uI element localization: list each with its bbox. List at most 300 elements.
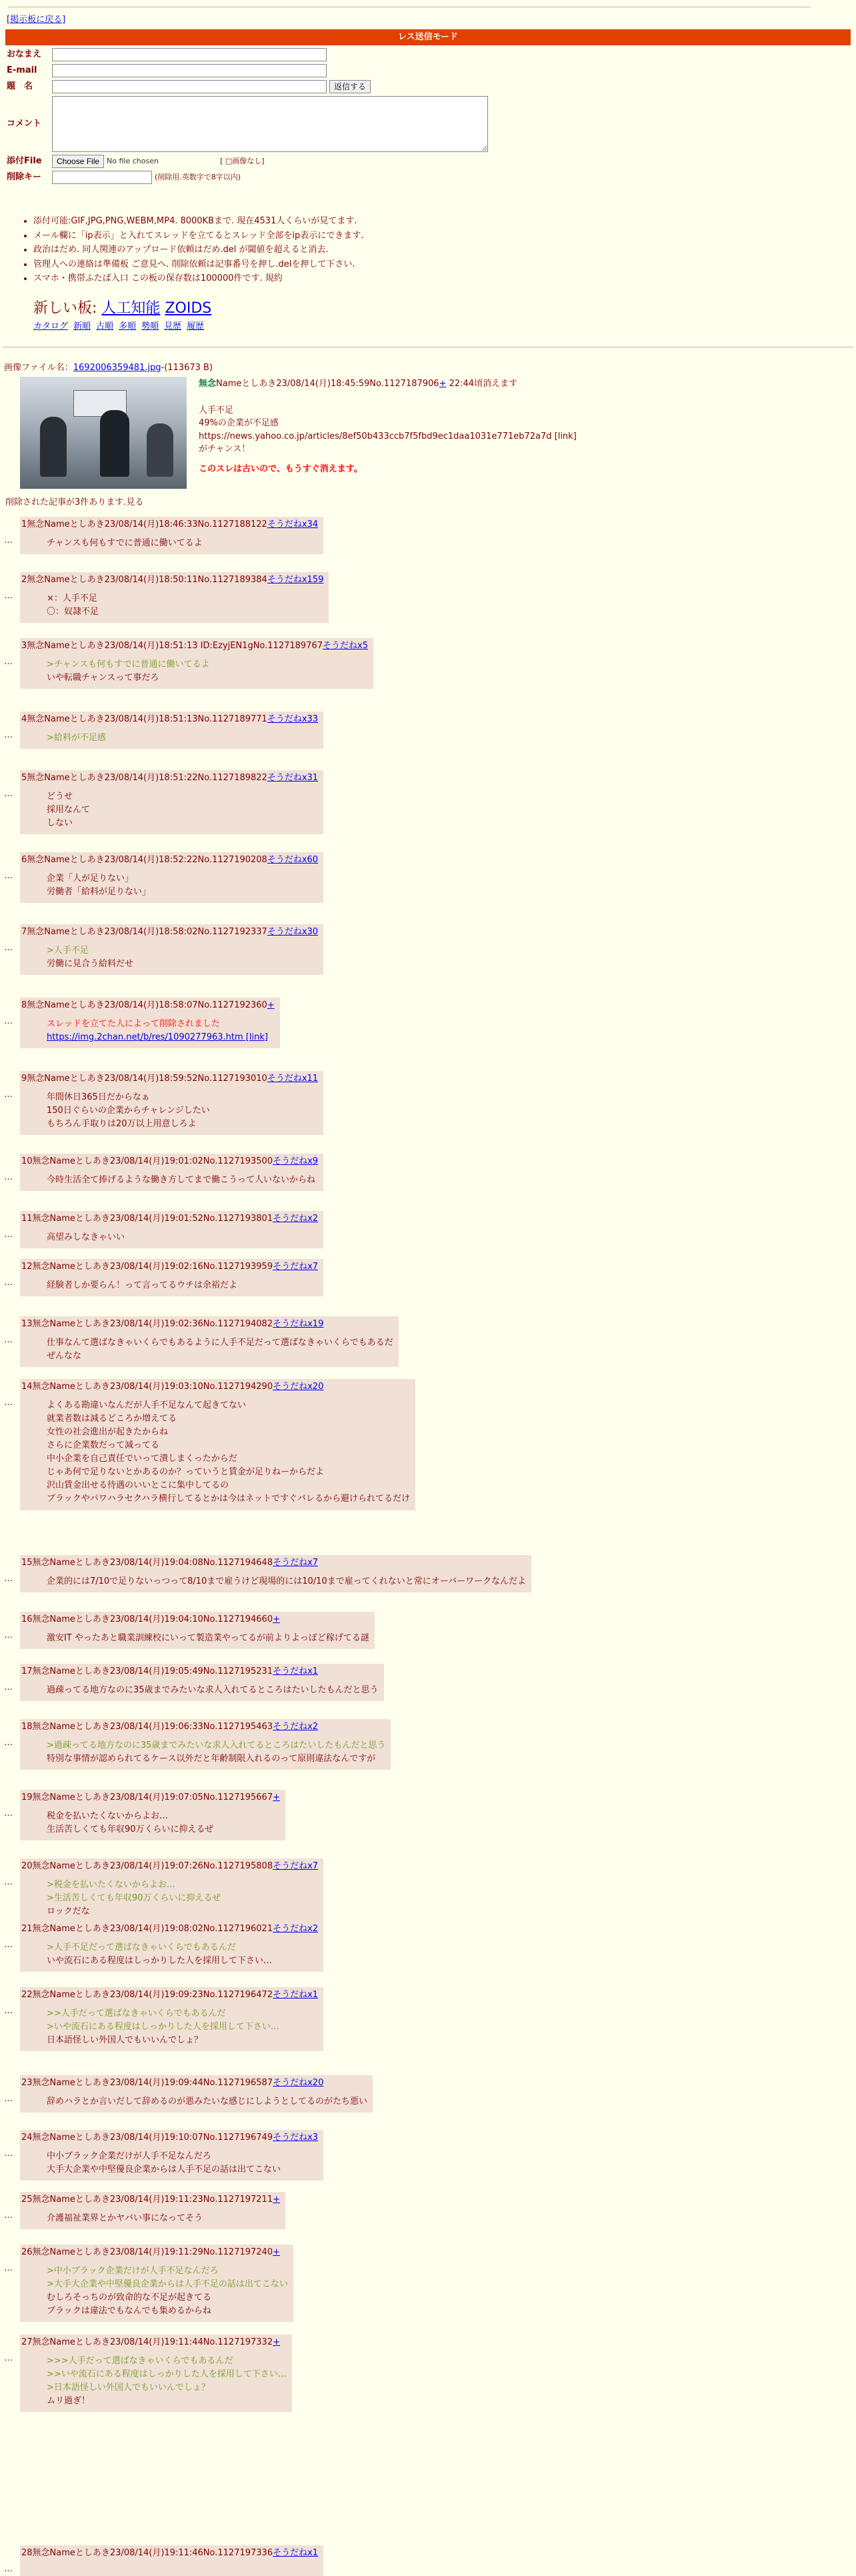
email-input[interactable] — [52, 64, 327, 77]
quote-line: >中小ブラック企業だけが人手不足なんだろ — [47, 2265, 219, 2276]
reply-line: よくある勘違いなんだが人手不足なんて起きてない — [47, 1400, 247, 1410]
reply-body — [47, 1336, 393, 1363]
reply-box — [20, 770, 323, 834]
no-image-checkbox[interactable]: [ □画像なし] — [220, 156, 265, 165]
sodane-button[interactable]: そうだねx7 — [273, 1262, 319, 1272]
file-label: 添付File — [7, 156, 42, 167]
reply-indent: … — [4, 1172, 13, 1182]
reply-meta: 9無念Nameとしあき23/08/14(月)18:59:52No.1127193010 — [21, 1074, 267, 1084]
reply-post — [4, 1719, 391, 1770]
reply-box — [20, 1921, 323, 1972]
reply-post — [4, 1921, 323, 1972]
reply-meta: 25無念Nameとしあき23/08/14(月)19:11:23No.1127197211 — [21, 2195, 273, 2205]
sodane-button[interactable]: そうだねx159 — [267, 575, 324, 585]
sodane-button[interactable]: そうだねx31 — [267, 773, 319, 783]
sodane-button[interactable]: そうだねx30 — [267, 927, 319, 937]
reply-body — [47, 2212, 280, 2225]
reply-meta: 15無念Nameとしあき23/08/14(月)19:04:08No.1127194648 — [21, 1558, 273, 1568]
reply-line: 労働者「給料が足りない」 — [47, 886, 151, 897]
comment-textarea[interactable] — [52, 96, 488, 152]
reply-indent: … — [4, 730, 13, 740]
reply-line: 税金を払いたくないからよお… — [47, 1810, 169, 1821]
quote-line: >いや流石にある程度はしっかりした人を採用して下さい… — [47, 2021, 279, 2032]
reply-header — [21, 772, 318, 785]
reply-line: チャンスも何もすでに普通に働いてるよ — [47, 537, 203, 548]
reply-body — [47, 1174, 318, 1187]
many-order-link[interactable]: 多順 — [119, 321, 137, 331]
reply-post — [4, 2245, 293, 2322]
reply-meta: 2無念Nameとしあき23/08/14(月)18:50:11No.1127189384 — [21, 575, 267, 585]
reply-meta: 23無念Nameとしあき23/08/14(月)19:09:44No.1127196587 — [21, 2078, 273, 2088]
reply-line: どうせ — [47, 791, 73, 802]
quote-line: >税金を払いたくないからよお… — [47, 1879, 175, 1890]
reply-box — [20, 1379, 415, 1510]
reply-line: 年間休日365日だからなぁ — [47, 1092, 150, 1102]
reply-post — [4, 2335, 292, 2412]
sodane-button[interactable]: + — [273, 1792, 281, 1802]
reply-header — [21, 1072, 318, 1086]
reply-body — [47, 1279, 318, 1292]
quote-line: >過疎ってる地方なのに35歳までみたいな求人入れてるところはたいしたもんだと思う — [47, 1740, 386, 1750]
reply-line: しない — [47, 818, 73, 828]
reply-indent: … — [4, 2211, 13, 2221]
reply-meta: 28無念Nameとしあき23/08/14(月)19:11:46No.1127197336 — [21, 2548, 273, 2558]
reply-meta: 5無念Nameとしあき23/08/14(月)18:51:22No.1127189822 — [21, 773, 267, 783]
op-header — [199, 377, 839, 391]
reply-box — [20, 2075, 373, 2113]
reply-meta: 18無念Nameとしあき23/08/14(月)19:06:33No.1127195463 — [21, 1722, 273, 1732]
sodane-button[interactable]: そうだねx2 — [273, 1722, 319, 1732]
reply-indent: … — [4, 871, 13, 881]
catalog-links — [33, 320, 209, 333]
reply-indent: … — [4, 1090, 13, 1100]
reply-indent: … — [4, 2149, 13, 2159]
reply-body — [47, 790, 318, 830]
reply-post — [4, 1555, 531, 1592]
board-rules — [33, 215, 807, 287]
reply-box — [20, 1154, 323, 1191]
reply-line: 労働に見合う給料だせ — [47, 958, 134, 969]
reply-post — [4, 572, 329, 623]
sodane-button[interactable]: そうだねx7 — [273, 1558, 319, 1568]
reply-line: 大手大企業や中堅優良企業からは人手不足の話は出てこない — [47, 2164, 281, 2175]
reply-line: 日本語怪しい外国人でもいいんでしょ？ — [47, 2035, 203, 2045]
reply-header — [21, 2246, 288, 2259]
reply-header — [21, 1318, 393, 1331]
op-expire: 22:44頃消えます — [446, 379, 518, 389]
rule-item: • 政治はだめ. 同人関連のアップロード依頼はだめ.del が閾値を超えると消去. — [33, 243, 807, 257]
reply-body — [47, 2095, 367, 2109]
reply-line: スレッドを立てた人によって削除されました — [47, 1018, 220, 1029]
reply-line: 高望みしなきゃいい — [47, 1232, 125, 1242]
reply-line: 企業「人が足りない」 — [47, 873, 134, 884]
reply-post — [4, 638, 373, 689]
reply-box — [20, 1259, 323, 1296]
reply-line: 150日ぐらいの企業からチャレンジしたい — [47, 1105, 210, 1116]
reply-line: ×：人手不足 — [47, 593, 97, 603]
reply-indent: … — [4, 1016, 13, 1026]
reply-line: いや転職チャンスって事だろ — [47, 672, 159, 683]
reply-indent: … — [4, 2564, 13, 2574]
sodane-button[interactable]: そうだねx11 — [267, 1074, 319, 1084]
reply-box — [20, 1316, 399, 1367]
reply-post — [4, 2130, 323, 2181]
reply-body — [47, 537, 318, 550]
file-size: -(113673 B) — [161, 363, 213, 373]
choose-file-button[interactable]: Choose File — [52, 155, 104, 168]
reply-box — [20, 1211, 323, 1248]
reply-line: 経験者しか要らん！って言ってるウチは余裕だよ — [47, 1280, 238, 1290]
reply-post — [4, 852, 323, 903]
reply-header — [21, 2193, 280, 2207]
reply-line: 女性の社会進出が起きたからね — [47, 1426, 169, 1437]
new-boards-label: 新しい板: — [33, 300, 97, 317]
sodane-button[interactable]: + — [273, 2247, 281, 2257]
new-order-link[interactable]: 新順 — [73, 321, 91, 331]
reply-body — [47, 732, 318, 745]
reply-box — [20, 2245, 293, 2322]
reply-box — [20, 852, 323, 903]
reply-meta: 3無念Nameとしあき23/08/14(月)18:51:13 ID:EzyjEN1gNo.1127189767 — [21, 641, 323, 651]
reply-meta: 7無念Nameとしあき23/08/14(月)18:58:02No.1127192337 — [21, 927, 267, 937]
reply-line: 介護福祉業界とかヤバい事になってそう — [47, 2213, 203, 2223]
sodane-button[interactable]: そうだねx60 — [267, 855, 319, 865]
reply-post — [4, 1987, 323, 2051]
no-file-text: No file chosen — [107, 156, 159, 165]
reply-body — [47, 1810, 280, 1836]
reply-post — [4, 1154, 323, 1191]
reply-header — [21, 1613, 369, 1626]
reply-header — [21, 1155, 318, 1168]
reply-line: 中小企業を自己責任でいって潰しまくったからだ — [47, 1454, 237, 1464]
reply-post — [4, 1790, 285, 1840]
name-input[interactable] — [52, 48, 327, 61]
reply-body — [47, 1739, 385, 1766]
reply-header — [21, 2547, 318, 2560]
reply-box — [20, 1858, 323, 1922]
reply-indent: … — [4, 1278, 13, 1288]
reply-line: 企業的には7/10で足りないっつって8/10まで雇うけど現場的には10/10まで雇ってくれないと常にオーバーワークなんだよ — [47, 1576, 527, 1586]
reply-meta: 8無念Nameとしあき23/08/14(月)18:58:07No.1127192360 — [21, 1000, 267, 1010]
op-image-link[interactable]: 1692006359481.jpg — [73, 363, 161, 373]
reply-body — [47, 1684, 379, 1697]
reply-meta: 6無念Nameとしあき23/08/14(月)18:52:22No.1127190208 — [21, 855, 267, 865]
new-boards — [33, 297, 211, 319]
sodane-button[interactable]: そうだねx19 — [273, 1319, 324, 1329]
sodane-button[interactable]: そうだねx1 — [273, 1666, 319, 1676]
reply-box — [20, 1664, 384, 1701]
quote-line: >大手大企業や中堅優良企業からは人手不足の話は出てこない — [47, 2279, 288, 2289]
reply-box — [20, 998, 280, 1048]
reply-body — [47, 1231, 318, 1244]
reply-post — [4, 1211, 323, 1248]
reply-indent: … — [4, 943, 13, 953]
reply-indent: … — [4, 2006, 13, 2016]
reply-line: 激安IT やったあと職業訓練校にいって製造業やってるが前よりよっぽど稼げてる謎 — [47, 1632, 369, 1643]
op-plus-link[interactable]: + — [439, 379, 447, 389]
reply-line: じゃあ何で足りないとかあるのか？っていうと賃金が足りねーからだよ — [47, 1467, 325, 1478]
reply-post — [4, 517, 323, 554]
reply-header — [21, 1260, 318, 1274]
reply-post — [4, 1259, 323, 1296]
reply-form — [7, 48, 607, 187]
reply-meta: 10無念Nameとしあき23/08/14(月)19:01:02No.1127193500 — [21, 1156, 273, 1166]
reply-post — [4, 2075, 373, 2113]
deleted-posts-note[interactable]: 削除された記事が3件あります.見る — [5, 497, 144, 507]
reply-body — [47, 1018, 275, 1044]
reply-meta: 20無念Nameとしあき23/08/14(月)19:07:26No.1127195808 — [21, 1861, 273, 1871]
reply-line: 沢山賃金出せる待遇のいいとこに集中してるの — [47, 1480, 229, 1491]
reply-indent: … — [4, 2353, 13, 2363]
reply-box — [20, 1555, 531, 1592]
catalog-link[interactable]: カタログ — [33, 321, 69, 331]
reply-box — [20, 1987, 323, 2051]
quote-line: >>人手だって選ばなきゃいくらでもあるんだ — [47, 2008, 226, 2019]
reply-header — [21, 854, 318, 867]
reply-header — [21, 573, 323, 587]
reply-body — [47, 944, 318, 971]
board-link-ai[interactable]: 人工知能 — [101, 300, 161, 317]
reply-line: 特別な事情が認められてるケース以外だと年齢制限入れるのって原則違法なんですが — [47, 1753, 376, 1764]
viewed-history-link[interactable]: 見歴 — [164, 321, 182, 331]
back-to-board-link[interactable]: [掲示板に戻る] — [7, 15, 66, 25]
reply-header — [21, 1556, 526, 1570]
reply-post — [4, 1379, 415, 1510]
reply-line: ブラックは違法でもなんでも集めるからね — [47, 2305, 211, 2316]
delete-key-note: (削除用.英数字で8字以内) — [155, 172, 241, 181]
reply-header — [21, 2077, 367, 2090]
reply-indent: … — [4, 535, 13, 545]
reply-header — [21, 518, 318, 531]
reply-meta: 14無念Nameとしあき23/08/14(月)19:03:10No.1127194290 — [21, 1382, 273, 1392]
reply-meta: 24無念Nameとしあき23/08/14(月)19:10:07No.1127196749 — [21, 2133, 273, 2143]
reply-indent: … — [4, 1630, 13, 1640]
comment-label: コメント — [7, 119, 42, 129]
reply-header — [21, 1922, 318, 1936]
reply-meta: 22無念Nameとしあき23/08/14(月)19:09:23No.1127196472 — [21, 1990, 273, 2000]
reply-line: 過疎ってる地方なのに35歳までみたいな求人入れてるところはたいしたもんだと思う — [47, 1684, 379, 1695]
reply-box — [20, 517, 323, 554]
reply-body — [47, 1632, 369, 1645]
reply-box — [20, 2192, 285, 2229]
rule-item: • メール欄に「ip表示」と入れてスレッドを立てるとスレッド全部をip表示にできます. — [33, 229, 807, 243]
reply-post — [4, 2545, 323, 2576]
reply-header — [21, 1860, 318, 1873]
reply-meta: 12無念Nameとしあき23/08/14(月)19:02:16No.1127193959 — [21, 1262, 273, 1272]
quote-line: >給料が不足感 — [47, 732, 106, 743]
op-line: https://news.yahoo.co.jp/articles/8ef50b433ccb7f5fbd9ec1daa1031e771eb72a7d [link] — [199, 431, 577, 441]
reply-body — [47, 592, 323, 619]
reply-indent: … — [4, 1877, 13, 1887]
sodane-button[interactable]: + — [273, 2337, 281, 2347]
quote-line: >日本語怪しい外国人でもいいんでしょ？ — [47, 2382, 210, 2393]
rule-item: • スマホ・携帯ふたば入口 この板の保存数は100000件です. 規約 — [33, 272, 807, 285]
op-subject: 無念 — [199, 379, 217, 389]
quote-line: >チャンスも何もすでに普通に働いてるよ — [47, 659, 210, 670]
op-file-info — [4, 361, 213, 375]
quote-line: >人手不足 — [47, 945, 89, 956]
op-body — [199, 404, 839, 456]
reply-line: ブラックやパワハラセクハラ横行してるとかは今はネットですぐバレるから避けられてるだけ — [47, 1494, 410, 1504]
op-line: がチャンス！ — [199, 444, 251, 454]
reply-body — [47, 1878, 318, 1918]
reply-header — [21, 1380, 410, 1394]
reply-box — [20, 1612, 375, 1649]
reply-indent: … — [4, 1574, 13, 1584]
reply-post — [4, 712, 323, 749]
reply-box — [20, 2545, 323, 2576]
old-order-link[interactable]: 古順 — [96, 321, 114, 331]
sodane-button[interactable]: + — [273, 2195, 281, 2205]
quote-line: >人手不足だって選ばなきゃいくらでもあるんだ — [47, 1942, 236, 1953]
sodane-button[interactable]: そうだねx34 — [267, 519, 319, 529]
sodane-button[interactable]: そうだねx20 — [273, 2078, 324, 2088]
sodane-button[interactable]: そうだねx9 — [273, 1156, 319, 1166]
reply-meta: 1無念Nameとしあき23/08/14(月)18:46:33No.1127188122 — [21, 519, 267, 529]
reply-box — [20, 1071, 323, 1135]
sodane-button[interactable]: + — [267, 1000, 275, 1010]
history-link[interactable]: 履歴 — [187, 321, 205, 331]
quote-line: >生活苦しくても年収90万くらいに抑えるぜ — [47, 1892, 221, 1903]
reply-body — [47, 2265, 288, 2319]
reply-body — [47, 1575, 526, 1588]
sodane-button[interactable]: そうだねx20 — [273, 1382, 324, 1392]
reply-line: 仕事なんて選ばなきゃいくらでもあるように人手不足だって選ばなきゃいくらでもあるだ — [47, 1337, 393, 1348]
reply-meta: 26無念Nameとしあき23/08/14(月)19:11:29No.1127197240 — [21, 2247, 273, 2257]
reply-post — [4, 1316, 399, 1367]
reply-line: 就業者数は減るどころか増えてる — [47, 1413, 177, 1424]
reply-indent: … — [4, 1940, 13, 1950]
reply-line: むしろそっちのが致命的な不足が起きてる — [47, 2292, 212, 2303]
sodane-button[interactable]: そうだねx3 — [273, 2133, 319, 2143]
reply-meta: 21無念Nameとしあき23/08/14(月)19:08:02No.1127196021 — [21, 1924, 273, 1934]
op-meta: Nameとしあき23/08/14(月)18:45:59No.1127187906 — [216, 379, 439, 389]
reply-mode-bar: レス送信モード — [5, 29, 851, 45]
reply-post — [4, 2192, 285, 2229]
delete-key-label: 削除キー — [7, 172, 42, 183]
reply-body — [47, 1941, 318, 1968]
rule-item: • 添付可能:GIF,JPG,PNG,WEBM,MP4. 8000KBまで. 現在4531人くらいが見てます. — [33, 215, 807, 228]
reply-line: 〇：奴隷不足 — [47, 606, 99, 617]
reply-post — [4, 1664, 384, 1701]
name-label: おなまえ — [7, 49, 42, 60]
reply-box — [20, 2130, 323, 2181]
quote-line: >>いや流石にある程度はしっかりした人を採用して下さい… — [47, 2369, 287, 2379]
subject-input[interactable] — [52, 80, 327, 93]
reply-indent: … — [4, 789, 13, 799]
reply-box — [20, 1719, 391, 1770]
reply-indent: … — [4, 2094, 13, 2104]
sodane-button[interactable]: + — [273, 1614, 281, 1624]
reply-body — [47, 872, 318, 899]
reply-header — [21, 713, 318, 726]
reply-header — [21, 639, 368, 653]
submit-button[interactable]: 返信する — [329, 80, 371, 93]
sodane-button[interactable]: そうだねx2 — [273, 1924, 319, 1934]
reply-meta: 13無念Nameとしあき23/08/14(月)19:02:36No.1127194082 — [21, 1319, 273, 1329]
reply-meta: 11無念Nameとしあき23/08/14(月)19:01:52No.1127193801 — [21, 1214, 273, 1224]
reply-header — [21, 999, 275, 1012]
reply-post — [4, 998, 280, 1048]
reply-box — [20, 638, 373, 689]
reply-line: いや流石にある程度はしっかりした人を採用して下さい… — [47, 1955, 273, 1966]
reply-indent: … — [4, 1398, 13, 1408]
rule-item: • 管理人への連絡は準備板 ご意見へ. 削除依頼は記事番号を押し.delを押して下さい. — [33, 258, 807, 271]
reply-box — [20, 2335, 292, 2412]
reply-line: ムリ過ぎ！ — [47, 2395, 91, 2406]
reply-line: ぜんなな — [47, 1350, 82, 1361]
delete-key-input[interactable] — [52, 171, 152, 184]
reply-box — [20, 1790, 285, 1840]
reply-indent: … — [4, 2263, 13, 2273]
reply-header — [21, 1665, 379, 1678]
reply-indent: … — [4, 1230, 13, 1240]
reply-meta: 17無念Nameとしあき23/08/14(月)19:05:49No.1127195231 — [21, 1666, 273, 1676]
file-label: 画像ファイル名： — [4, 363, 73, 373]
reply-line: 中小ブラック企業だけが人手不足なんだろ — [47, 2151, 211, 2161]
thread-link[interactable]: https://img.2chan.net/b/res/1090277963.htm [link] — [47, 1032, 268, 1042]
reply-indent: … — [4, 1808, 13, 1818]
reply-body — [47, 658, 368, 685]
sodane-button[interactable]: そうだねx5 — [323, 641, 368, 651]
reply-header — [21, 1212, 318, 1226]
reply-body — [47, 2355, 287, 2409]
reply-line: 今時生活全て捧げるような働き方してまで働こうって人いないからね — [47, 1174, 316, 1185]
reply-line: 生活苦しくても年収90万くらいに抑えるぜ — [47, 1824, 214, 1834]
reply-body — [47, 2007, 318, 2047]
reply-line: ロックだな — [47, 1906, 90, 1916]
reply-body — [47, 2150, 318, 2177]
op-thumbnail-image[interactable] — [20, 377, 187, 489]
sodane-button[interactable]: そうだねx7 — [273, 1861, 319, 1871]
board-link-zoids[interactable]: ZOIDS — [165, 300, 212, 317]
reply-line: 辞めハラとか言いだして辞めるのが悪みたいな感じにしようとしてるのがたち悪い — [47, 2096, 368, 2107]
sodane-button[interactable]: そうだねx2 — [273, 1214, 319, 1224]
momentum-order-link[interactable]: 勢順 — [141, 321, 159, 331]
reply-indent: … — [4, 1738, 13, 1748]
sodane-button[interactable]: そうだねx1 — [273, 1990, 319, 2000]
subject-label: 題 名 — [7, 81, 33, 92]
reply-meta: 16無念Nameとしあき23/08/14(月)19:04:10No.1127194660 — [21, 1614, 273, 1624]
expire-warning: このスレは古いので、もうすぐ消えます。 — [199, 463, 363, 474]
reply-header — [21, 1989, 318, 2002]
reply-header — [21, 2131, 318, 2145]
reply-indent: … — [4, 657, 13, 667]
reply-meta: 19無念Nameとしあき23/08/14(月)19:07:05No.1127195667 — [21, 1792, 273, 1802]
sodane-button[interactable]: そうだねx1 — [273, 2548, 319, 2558]
reply-indent: … — [4, 591, 13, 601]
reply-line: 採用なんて — [47, 804, 91, 815]
reply-indent: … — [4, 1682, 13, 1692]
reply-meta: 4無念Nameとしあき23/08/14(月)18:51:13No.1127189771 — [21, 714, 267, 724]
reply-header — [21, 926, 318, 939]
reply-box — [20, 712, 323, 749]
reply-post — [4, 1071, 323, 1135]
reply-post — [4, 770, 323, 834]
reply-meta: 27無念Nameとしあき23/08/14(月)19:11:44No.1127197332 — [21, 2337, 273, 2347]
reply-post — [4, 1612, 375, 1649]
op-line: 49%の企業が不足感 — [199, 418, 279, 428]
op-post — [199, 377, 839, 475]
reply-indent: … — [4, 1335, 13, 1345]
reply-body — [47, 1399, 410, 1506]
reply-post — [4, 924, 323, 975]
reply-line: さらに企業数だって減ってる — [47, 1440, 160, 1450]
op-line: 人手不足 — [199, 405, 234, 415]
reply-post — [4, 1858, 323, 1922]
reply-header — [21, 1720, 385, 1734]
sodane-button[interactable]: そうだねx33 — [267, 714, 319, 724]
